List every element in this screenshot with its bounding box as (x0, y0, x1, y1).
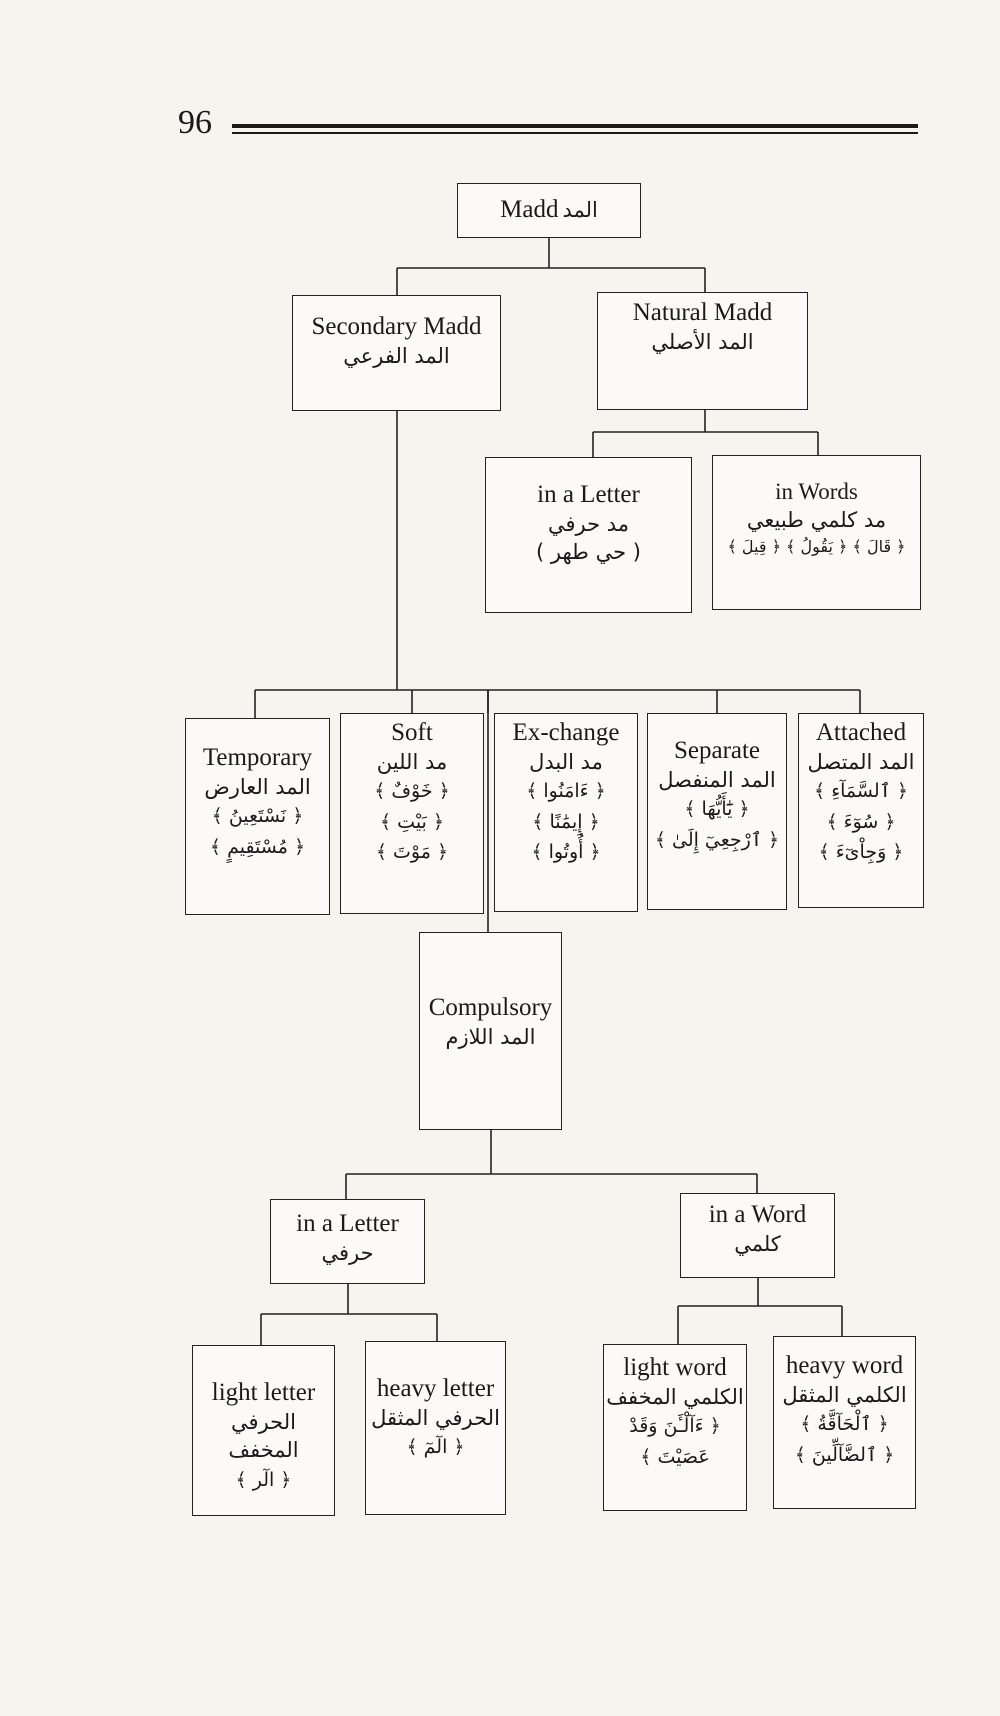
natural-letter-en: in a Letter (537, 481, 640, 508)
compulsory-ar: المد اللازم (445, 1025, 536, 1049)
exchange-node (494, 713, 638, 912)
natural-words-ar: مد كلمي طبيعي (746, 507, 887, 532)
heavy-word-node (773, 1336, 916, 1509)
temporary-en: Temporary (202, 744, 313, 771)
temporary-example-1: ﴿ نَسْتَعِينُ ﴾ (211, 805, 304, 828)
natural-words-en: in Words (775, 479, 858, 504)
light-word-en: light word (623, 1354, 727, 1381)
madd-en: Madd (500, 196, 559, 223)
comp-word-ar: كلمي (734, 1232, 781, 1256)
natural-madd-node (597, 292, 808, 410)
heavy-word-ar: الكلمي المثقل (782, 1383, 907, 1407)
heavy-word-en: heavy word (785, 1352, 904, 1379)
heavy-letter-example: ﴿ الٓمٓ ﴾ (406, 1436, 465, 1459)
heavy-word-example-1: ﴿ ٱلْحَآقَّةُ ﴾ (800, 1413, 889, 1436)
heavy-letter-en: heavy letter (376, 1375, 495, 1402)
separate-example-2: ﴿ ٱرْجِعِيٓ إِلَىٰ ﴾ (654, 828, 780, 851)
compulsory-node (419, 932, 562, 1130)
attached-example-3: ﴿ وَجِاْىٓءَ ﴾ (818, 841, 904, 864)
natural-ar: المد الأصلي (651, 330, 754, 354)
natural-letter-ar: مد حرفي (547, 512, 630, 536)
light-letter-ar: الحرفي المخفف (228, 1410, 299, 1463)
attached-example-2: ﴿ سُوٓءَ ﴾ (826, 810, 896, 833)
heavy-letter-ar: الحرفي المثقل (371, 1406, 500, 1430)
page-number: 96 (178, 104, 212, 141)
heavy-letter-node (365, 1341, 506, 1515)
light-word-example-2: عَصَيْتَ ﴾ (640, 1445, 710, 1468)
attached-node (798, 713, 924, 908)
compulsory-in-word-node (680, 1193, 835, 1278)
soft-en: Soft (391, 719, 433, 746)
soft-ar: مد اللين (376, 750, 448, 774)
exchange-example-2: ﴿ إِيمَٰنًا ﴾ (532, 810, 600, 833)
separate-ar: المد المنفصل (658, 768, 776, 792)
natural-en: Natural Madd (632, 299, 773, 326)
madd-ar: المد (562, 198, 598, 222)
heavy-word-example-2: ﴿ ٱلضَّآلِّينَ ﴾ (794, 1443, 895, 1466)
natural-words-example: ﴿ قَالَ ﴾ ﴿ يَقُولُ ﴾ ﴿ قِيلَ ﴾ (727, 536, 906, 556)
attached-ar: المد المتصل (807, 750, 915, 774)
comp-word-en: in a Word (708, 1201, 807, 1228)
separate-node (647, 713, 787, 910)
light-letter-en: light letter (211, 1379, 316, 1406)
soft-node (340, 713, 484, 914)
temporary-ar: المد العارض (204, 775, 311, 799)
soft-example-3: ﴿ مَوْتَ ﴾ (375, 841, 449, 864)
comp-letter-en: in a Letter (296, 1210, 399, 1237)
compulsory-en: Compulsory (428, 994, 553, 1021)
attached-example-1: ﴿ ٱلسَّمَآءِ ﴾ (814, 780, 908, 803)
exchange-example-3: ﴿ أُوتُوا ﴾ (531, 841, 601, 864)
light-word-node (603, 1344, 747, 1511)
light-word-ar: الكلمي المخفف (606, 1385, 744, 1409)
secondary-ar: المد الفرعي (343, 344, 450, 368)
comp-letter-ar: حرفي (321, 1241, 374, 1265)
natural-in-letter-node (485, 457, 692, 613)
natural-letter-example: ( حي طهر ) (536, 540, 641, 565)
compulsory-in-letter-node (270, 1199, 425, 1284)
soft-example-2: ﴿ بَيْتِ ﴾ (379, 810, 445, 833)
light-letter-node (192, 1345, 335, 1516)
exchange-en: Ex-change (512, 719, 620, 746)
light-word-example-1: ﴿ ءَآلْـَٔنَ وَقَدْ (629, 1415, 721, 1438)
separate-en: Separate (673, 737, 761, 764)
natural-in-words-node (712, 455, 921, 610)
secondary-madd-node (292, 295, 501, 411)
madd-node (457, 183, 641, 238)
secondary-en: Secondary Madd (311, 313, 482, 340)
temporary-example-2: ﴿ مُسْتَقِيمٍ ﴾ (209, 835, 306, 858)
exchange-ar: مد البدل (529, 750, 603, 774)
temporary-node (185, 718, 330, 915)
soft-example-1: ﴿ خَوْفٌ ﴾ (374, 780, 450, 803)
exchange-example-1: ﴿ ءَامَنُوا ﴾ (526, 780, 606, 803)
attached-en: Attached (815, 719, 907, 746)
separate-example-1: ﴿ يَٰٓأَيُّهَا ﴾ (684, 798, 750, 821)
light-letter-example: ﴿ الٓر ﴾ (235, 1468, 292, 1491)
